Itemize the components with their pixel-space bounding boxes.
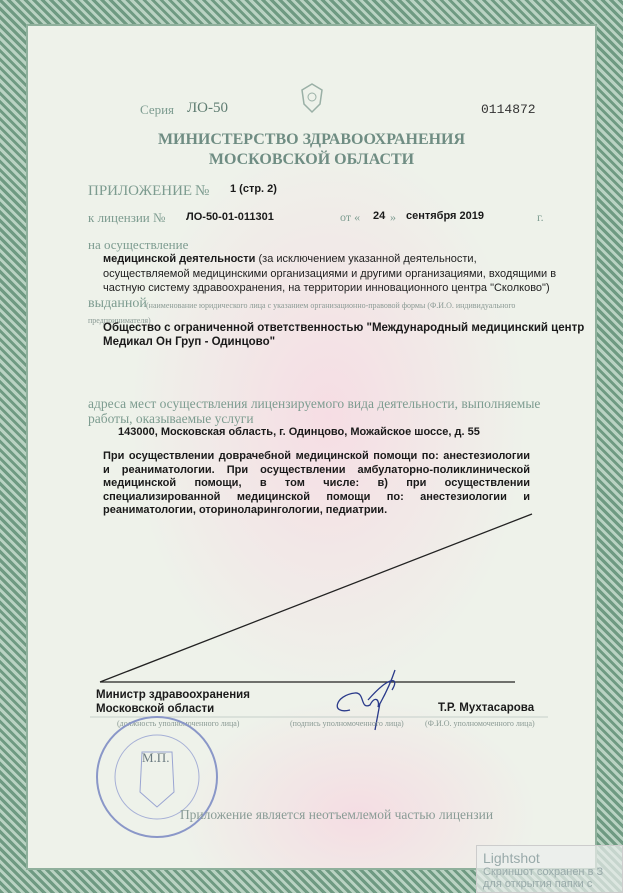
activity-line: осуществляемой медицинскими организациями и другими организациями, входящими в xyxy=(103,267,557,280)
lightshot-line-1: Скриншот сохранен в З xyxy=(483,866,604,878)
footer-note: Приложение является неотъемлемой частью лицензии xyxy=(179,807,494,822)
caption-position: (должность уполномоченного лица) xyxy=(117,719,240,728)
lightshot-title: Lightshot xyxy=(483,850,540,866)
activity-line: частную систему здравоохранения, на территории инновационного центра "Сколково") xyxy=(103,282,550,294)
position-line: Московской области xyxy=(96,703,215,715)
lightshot-notification[interactable] xyxy=(476,845,623,893)
activity-label: на осуществление xyxy=(88,237,189,252)
date-year-suffix: г. xyxy=(537,210,544,224)
activity-line: (за исключением указанной деятельности, xyxy=(258,253,477,265)
date-day: 24 xyxy=(373,210,386,222)
address-label-line: работы, оказываемые услуги xyxy=(88,411,254,426)
caption-signature: (подпись уполномоченного лица) xyxy=(290,719,404,728)
position-line: Министр здравоохранения xyxy=(96,689,250,701)
series-label: Серия xyxy=(140,102,175,117)
appendix-label: ПРИЛОЖЕНИЕ xyxy=(88,183,193,199)
stamp-label: М.П. xyxy=(142,750,170,765)
caption-name: (Ф.И.О. уполномоченного лица) xyxy=(425,719,535,728)
form-number: 0114872 xyxy=(481,102,536,117)
series-value: ЛО-50 xyxy=(187,100,229,116)
issued-hint-2: предпринимателя) xyxy=(88,316,151,325)
ministry-title-1: МИНИСТЕРСТВО ЗДРАВООХРАНЕНИЯ xyxy=(157,131,466,148)
license-number: ЛО-50-01-011301 xyxy=(186,211,274,223)
address-label-line: адреса мест осуществления лицензируемого вида деятельности, выполняемые xyxy=(88,396,541,411)
appendix-value: 1 (стр. 2) xyxy=(230,183,277,195)
services-text: При осуществлении доврачебной медицинской помощи по: анестезиологии и реаниматологии. При осуществлении амбулаторно-поликлинической медицинской помощи, в том числе: в) при осуществлении специализированной медицинской помощи по: анестезиологии и реаниматологии, оториноларингологии, педиатрии. xyxy=(103,450,530,516)
address-value: 143000, Московская область, г. Одинцово, Можайское шоссе, д. 55 xyxy=(118,426,480,438)
org-line: Медикал Он Груп - Одинцово" xyxy=(103,336,276,348)
date-close: » xyxy=(390,210,396,224)
issued-label: выданной xyxy=(88,296,147,311)
issued-hint-1: (наименование юридического лица с указанием организационно-правовой формы (Ф.И.О. индивидуального xyxy=(146,301,516,310)
ministry-title-2: МОСКОВСКОЙ ОБЛАСТИ xyxy=(208,151,415,168)
appendix-no: № xyxy=(195,183,210,199)
date-from: от « xyxy=(340,210,361,224)
lightshot-line-2: для открытия папки с xyxy=(483,878,593,890)
activity-bold: медицинской деятельности xyxy=(103,253,256,265)
date-month-year: сентября 2019 xyxy=(406,210,484,222)
license-label: к лицензии № xyxy=(88,210,166,225)
signatory-name: Т.Р. Мухтасарова xyxy=(438,702,535,714)
org-line: Общество с ограниченной ответственностью "Международный медицинский центр xyxy=(103,322,585,334)
